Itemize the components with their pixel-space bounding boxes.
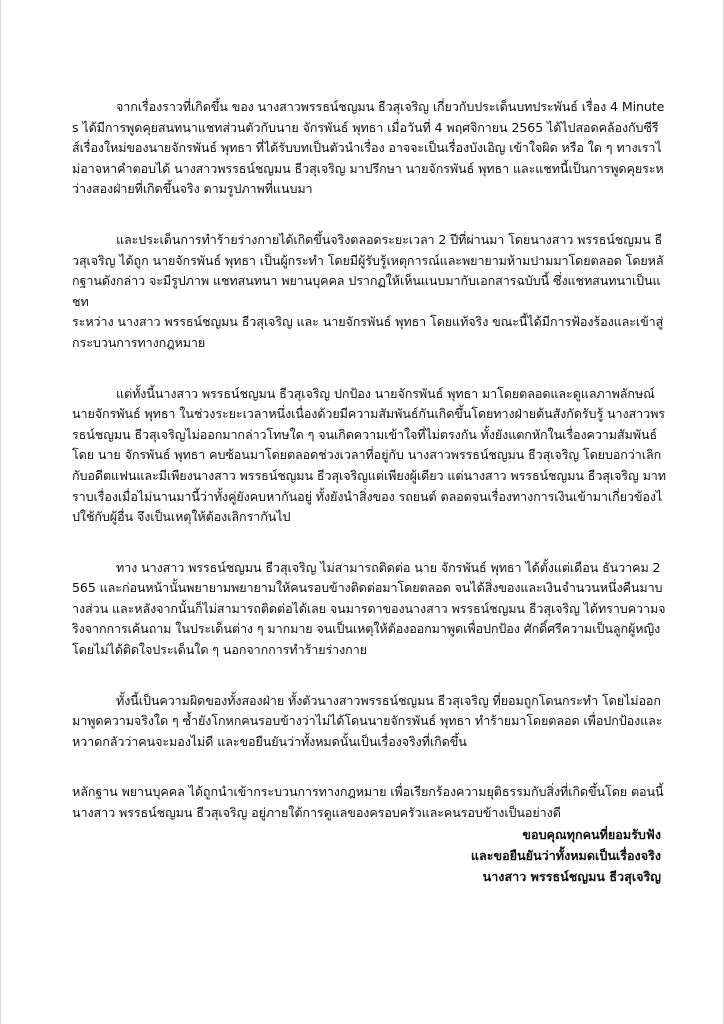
closing-thanks: ขอบคุณทุกคนที่ยอมรับฟัง [522, 827, 661, 842]
paragraph-6: หลักฐาน พยานบุคคล ได้ถูกนำเข้ากระบวนการทางกฎหมาย เพื่อเรียกร้องความยุติธรรมกับสิ่งที่เกิดขึ้นโดย ตอนนี้ นางสาว พรรธน์ชญมน ธีวสุเจริญ อยู่ภายใต้การดูแลของครอบครัวและคนรอบข้างเป็นอย่างดี [72, 784, 664, 821]
closing-confirmation: และขอยืนยันว่าทั้งหมดเป็นเรื่องจริง [470, 848, 661, 863]
paragraph-1: จากเรื่องราวที่เกิดขึ้น ของ นางสาวพรรธน์ชญมน ธีวสุเจริญ เกี่ยวกับประเด็นบทประพันธ์ เรื่อง 4 Minutes ได้มีการพูดคุยสนทนาแชทส่วนตัวกับนาย จักรพันธ์ พุทธา เมื่อวันที่ 4 พฤศจิกายน 2565 ได้ไปสอดคล้องกับซีรีส์เรื่องใหม่ของนายจักรพันธ์ พุทธา ที่ได้รับบทเป็นตัวนำเรื่อง อาจจะเป็นเรื่องบังเอิญ เข้าใจผิด หรือ ใด ๆ ทางเราไม่อาจหาคำตอบได้ นางสาวพรรธน์ชญมน ธีวสุเจริญ มาปรึกษา นายจักรพันธ์ พุทธา และแชทนี้เป็นการพูดคุยระหว่างสองฝ่ายที่เกิดขึ้นจริง ตามรูปภาพที่แนบมา [72, 99, 665, 197]
paragraph-2-continuation: ระหว่าง นางสาว พรรธน์ชญมน ธีวสุเจริญ และ นายจักรพันธ์ พุทธา โดยแท้จริง ขณะนี้ได้มีการฟ้องร้องและเข้าสู่กระบวนการทางกฎหมาย [72, 314, 664, 350]
paragraph-4: ทาง นางสาว พรรธน์ชญมน ธีวสุเจริญ ไม่สามารถติดต่อ นาย จักรพันธ์ พุทธา ได้ตั้งแต่เดือน ธันวาคม 2565 และก่อนหน้านั้นพยายามพยายามให้คนรอบข้างติดต่อมาโดยตลอด จนได้สิ่งของและเงินจำนวนหนึ่งคืนมาบางส่วน และหลังจากนั้นก็ไม่สามารถติดต่อได้เลย จนมารดาของนางสาว พรรธน์ชญมน ธีวสุเจริญ ได้ทราบความจริงจากการเค้นถาม ในประเด็นต่าง ๆ มากมาย จนเป็นเหตุให้ต้องออกมาพูดเพื่อปกป้อง ศักดิ์ศรีความเป็นลูกผู้หญิงโดยไม่ได้ติดใจประเด็นใด ๆ นอกจากการทำร้ายร่างกาย [72, 559, 666, 658]
closing-signature [471, 824, 661, 887]
paragraph-3: แต่ทั้งนี้นางสาว พรรธน์ชญมน ธีวสุเจริญ ปกป้อง นายจักรพันธ์ พุทธา มาโดยตลอดและดูแลภาพลักษณ์ นายจักรพันธ์ พุทธา ในช่วงระยะเวลาหนึ่งเนื่องด้วยมีความสัมพันธ์กันเกิดขึ้นโดยทางฝ่ายต้นสังกัดรับรู้ นางสาวพรรธน์ชญมน ธีวสุเจริญไม่ออกมากล่าวโทษใด ๆ จนเกิดความเข้าใจที่ไม่ตรงกัน ทั้งยังแตกหักในเรื่องความสัมพันธ์ โดย นาย จักรพันธ์ พุทธา คบซ้อนมาโดยตลอดช่วงเวลาที่อยู่กับ นางสาวพรรธน์ชญมน ธีวสุเจริญ โดยบอกว่าเลิกกับอดีตแฟนและมีเพียงนางสาว พรรธน์ชญมน ธีวสุเจริญแต่เพียงผู้เดียว แต่นางสาว พรรธน์ชญมน ธีวสุเจริญ มาทราบเรื่องเมื่อไม่นานมานี้ว่าทั้งคู่ยังคบหากันอยู่ ทั้งยังนำสิ่งของ รถยนต์ ตลอดจนเรื่องทางการเงินเข้ามาเกี่ยวข้องไปใช้กับผู้อื่น จึงเป็นเหตุให้ต้องเลิกรากันไป [72, 385, 666, 525]
document-body [72, 97, 666, 854]
paragraph-2: และประเด็นการทำร้ายร่างกายได้เกิดขึ้นจริงตลอดระยะเวลา 2 ปีที่ผ่านมา โดยนางสาว พรรธน์ชญมน ธีวสุเจริญ ได้ถูก นายจักรพันธ์ พุทธา เป็นผู้กระทำ โดยมีผู้รับรู้เหตุการณ์และพยายามห้ามปามมาโดยตลอด โดยหลักฐานดังกล่าว จะมีรูปภาพ แชทสนทนา พยานบุคคล ปรากฏให้เห็นแนบมากับเอกสารฉบับนี้ ซึ่งแชทสนทนาเป็นแชท [72, 231, 664, 309]
paragraph-5: ทั้งนี้เป็นความผิดของทั้งสองฝ่าย ทั้งตัวนางสาวพรรธน์ชญมน ธีวสุเจริญ ที่ยอมถูกโดนกระทำ โดยไม่ออกมาพูดความจริงใด ๆ ซ้ำยังโกหกคนรอบข้างว่าไม่ได้โดนนายจักรพันธ์ พุทธา ทำร้ายมาโดยตลอด เพื่อปกป้องและหวาดกลัวว่าคนจะมองไม่ดี และขอยืนยันว่าทั้งหมดนั้นเป็นเรื่องจริงที่เกิดขึ้น [72, 692, 663, 749]
signatory-name: นางสาว พรรธน์ชญมน ธีวสุเจริญ [482, 869, 661, 884]
